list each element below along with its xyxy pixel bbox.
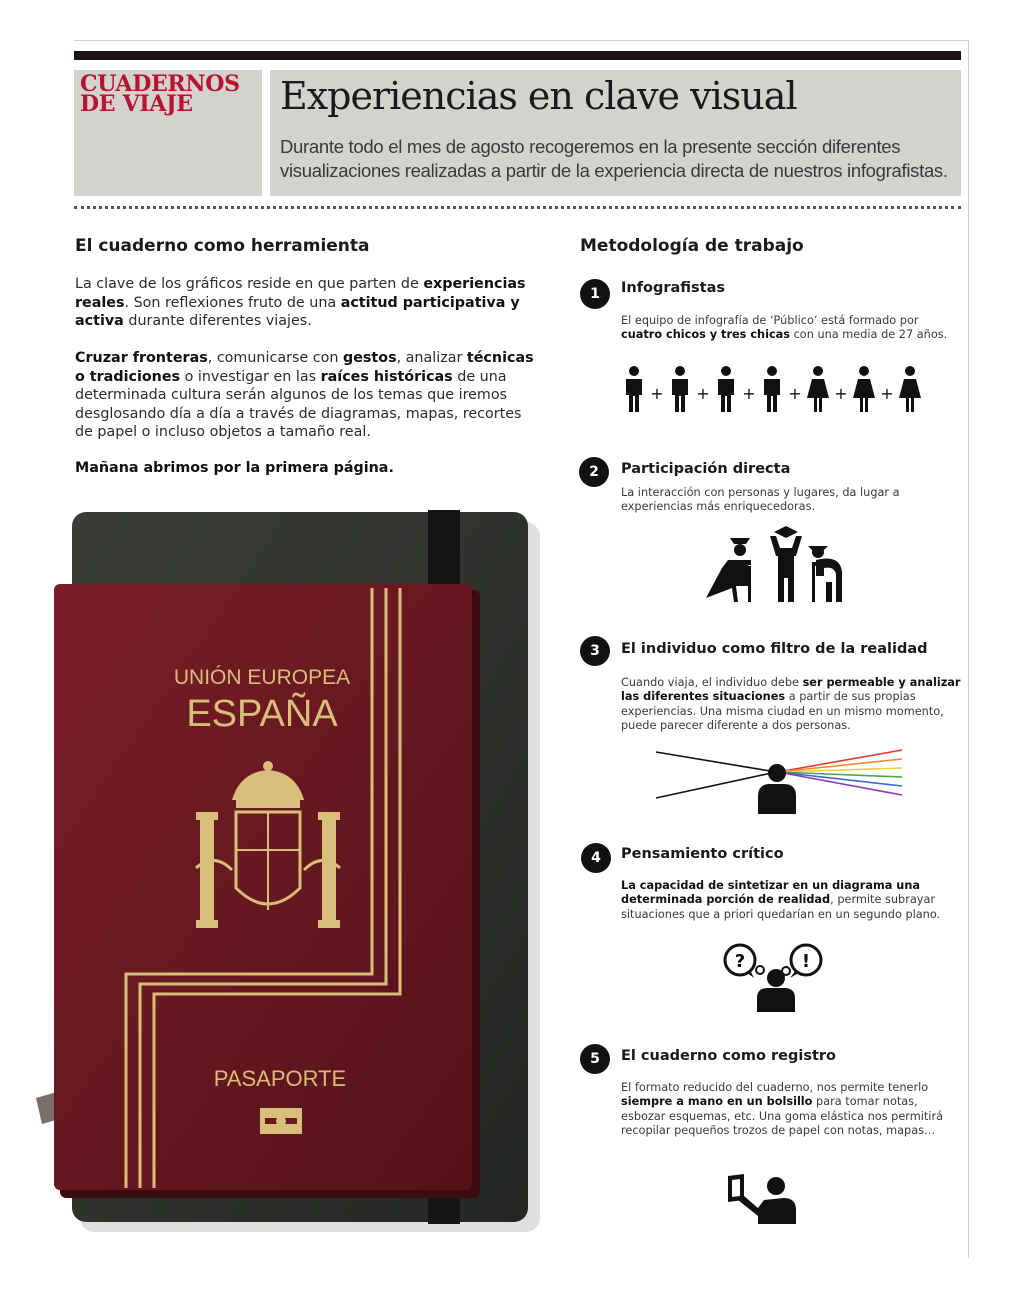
thinker-person-icon <box>757 969 795 1012</box>
step-1-number: 1 <box>580 279 610 309</box>
section-label-line2: DE VIAJE <box>80 91 193 117</box>
incoming-ray-bottom <box>656 772 776 798</box>
left-column-title: El cuaderno como herramienta <box>75 236 370 256</box>
step-5-title: El cuaderno como registro <box>621 1048 837 1064</box>
biometric-chip-icon <box>260 1108 302 1134</box>
text-run: , permite subrayar situaciones que a priori quedarían en un segundo plano. <box>621 893 941 921</box>
plus-sign: + <box>742 384 756 403</box>
text-run: La clave de los gráficos reside en que parten de <box>75 276 424 292</box>
step-2-number: 2 <box>579 457 609 487</box>
plus-sign: + <box>696 384 710 403</box>
text-run: para tomar notas, esbozar esquemas, etc. Una goma elástica nos permitirá recopilar pequeños trozos de papel con notas, mapas… <box>621 1095 944 1138</box>
text-run: La interacción con personas y lugares, da lugar a experiencias más enriquecedoras. <box>621 486 900 514</box>
plus-sign: + <box>880 384 894 403</box>
emphasis-text: ser permeable y analizar las diferentes situaciones <box>621 676 961 704</box>
section-label-line1: CUADERNOS <box>80 71 240 97</box>
emphasis-text: raíces históricas <box>320 368 453 385</box>
text-run: Cuando viaja, el individuo debe <box>621 676 803 689</box>
text-run: o investigar en las <box>180 368 321 385</box>
text-run: de una determinada cultura serán algunos de los temas que iremos desglosando día a día a través de diagramas, mapas, recortes de papel o incluso objetos a tamaño real. <box>75 368 522 440</box>
man-icon <box>626 366 642 412</box>
frame-right-line <box>968 40 969 1258</box>
question-mark-icon: ? <box>734 951 746 972</box>
woman-icon <box>853 366 875 412</box>
notebook-record-icon <box>724 1172 804 1226</box>
step-2-text <box>621 486 961 515</box>
text-run: , analizar <box>396 350 467 366</box>
page-title: Experiencias en clave visual <box>280 74 797 118</box>
text-run: , comunicarse con <box>207 350 343 366</box>
filter-reality-diagram <box>650 744 910 816</box>
lead-paragraph: Durante todo el mes de agosto recogeremos en la presente sección diferentes visualizaciones realizadas a partir de la experiencia directa de nuestros infografistas. <box>280 136 948 181</box>
woman-icon <box>807 366 829 412</box>
emphasis-text: Cruzar fronteras <box>75 350 208 366</box>
plus-sign: + <box>650 384 664 403</box>
plus-sign: + <box>788 384 802 403</box>
step-3-title: El individuo como filtro de la realidad <box>621 641 928 657</box>
step-3-text <box>621 676 961 734</box>
emphasis-text: gestos <box>342 350 397 366</box>
left-paragraph-1 <box>75 275 535 331</box>
emphasis-text: experiencias reales <box>75 276 526 311</box>
emphasis-text: La capacidad de sintetizar en un diagrama una determinada porción de realidad <box>621 879 920 907</box>
critical-thinking-icon <box>720 940 830 1014</box>
step-4-number: 4 <box>581 843 611 873</box>
text-run: El formato reducido del cuaderno, nos permite tenerlo <box>621 1081 929 1094</box>
passport-union-text: UNIÓN EUROPEA <box>173 666 351 689</box>
top-bar <box>74 51 961 60</box>
woman-icon <box>899 366 921 412</box>
frame-top-line <box>74 40 969 41</box>
left-paragraph-3: Mañana abrimos por la primera página. <box>75 460 394 476</box>
exclamation-mark-icon: ! <box>801 951 811 972</box>
emphasis-text: siempre a mano en un bolsillo <box>621 1095 813 1109</box>
emphasis-text: actitud participativa y activa <box>75 294 520 329</box>
right-column-title: Metodología de trabajo <box>580 236 804 256</box>
writer-person-icon <box>767 1177 785 1195</box>
team-members <box>626 366 921 412</box>
man-icon <box>672 366 688 412</box>
passport-photo <box>0 500 560 1240</box>
text-run: con una media de 27 años. <box>790 328 948 342</box>
man-icon <box>764 366 780 412</box>
step-4-text <box>621 879 961 922</box>
man-icon <box>718 366 734 412</box>
incoming-ray-top <box>656 752 776 772</box>
emphasis-text: técnicas o tradiciones <box>75 350 534 385</box>
header-box <box>270 70 961 196</box>
step-4-title: Pensamiento crítico <box>621 846 784 862</box>
step-2-title: Participación directa <box>621 461 791 477</box>
text-run: a partir de sus propias experiencias. Una misma ciudad en un mismo momento, puede parecer diferente a dos personas. <box>621 690 944 733</box>
step-1-text <box>621 314 961 343</box>
left-paragraph-2 <box>75 349 535 442</box>
emphasis-text: cuatro chicos y tres chicas <box>621 328 790 342</box>
step-5-text <box>621 1081 961 1139</box>
passport-label-text: PASAPORTE <box>213 1066 347 1091</box>
dotted-divider <box>74 206 961 209</box>
text-run: . Son reflexiones fruto de una <box>124 294 341 311</box>
step-1-title: Infografistas <box>621 280 726 296</box>
spectrum-rays <box>778 750 902 795</box>
section-label-box <box>74 70 262 196</box>
text-run: El equipo de infografía de ‘Público’ está formado por <box>621 314 919 327</box>
text-run: durante diferentes viajes. <box>123 313 312 329</box>
interaction-people-icon <box>700 526 850 604</box>
plus-sign: + <box>834 384 848 403</box>
passport-country-text: ESPAÑA <box>186 693 338 735</box>
step-3-number: 3 <box>580 636 610 666</box>
team-pictogram <box>620 365 930 415</box>
step-5-number: 5 <box>580 1044 610 1074</box>
